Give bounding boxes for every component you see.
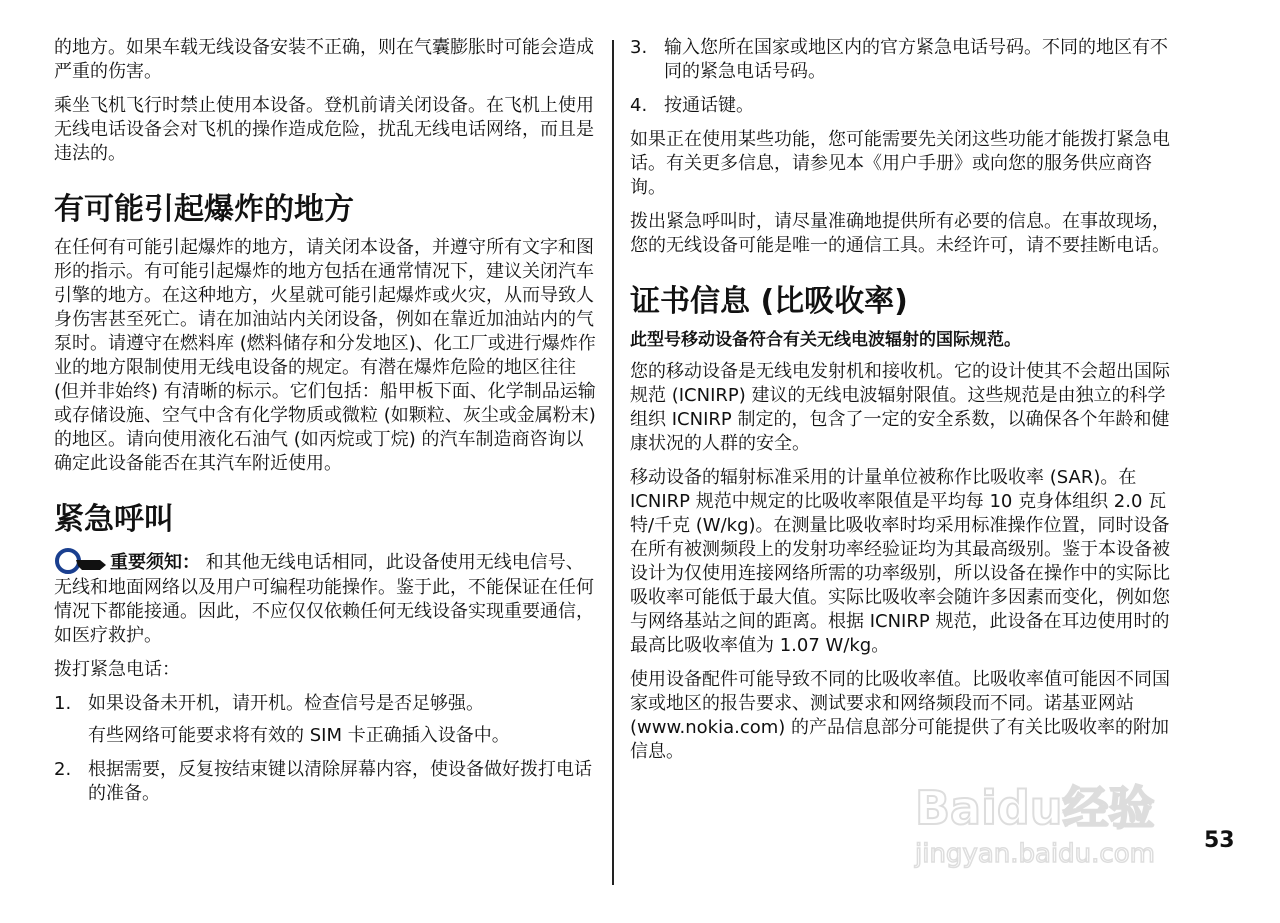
list-item xyxy=(630,36,1175,84)
column-divider xyxy=(612,40,614,885)
left-column xyxy=(54,36,599,816)
paragraph-explosive-areas: 在任何有可能引起爆炸的地方，请关闭本设备，并遵守所有文字和图形的指示。有可能引起爆炸的地方包括在通常情况下，建议关闭汽车引擎的地方。在这种地方，火星就可能引起爆炸或火灾，从而导致人身伤害甚至死亡。请在加油站内关闭设备，例如在靠近加油站内的气泵时。请遵守在燃料库 (燃料储存和分发地区)、化工厂或进行爆炸作业的地方限制使用无线电设备的规定。有潜在爆炸危险的地区往往 (但并非始终) 有清晰的标示。它们包括：船甲板下面、化学制品运输或存储设施、空气中含有化学物质或微粒 (如颗粒、灰尘或金属粉末) 的地区。请向使用液化石油气 (如丙烷或丁烷) 的汽车制造商咨询以确定此设备能否在其汽车附近使用。 xyxy=(54,237,596,474)
notice-text: 和其他无线电话相同，此设备使用无线电信号、无线和地面网络以及用户可编程功能操作。鉴于此，不能保证在任何情况下都能接通。因此，不应仅仅依赖任何无线设备实现重要通信，如医疗救护。 xyxy=(54,552,594,646)
heading-emergency-calls: 紧急呼叫 xyxy=(54,502,174,537)
watermark-brand: Baidu经验 xyxy=(915,781,1155,835)
emergency-steps-left xyxy=(54,692,599,806)
step-text: 根据需要，反复按结束键以清除屏幕内容，使设备做好拨打电话的准备。 xyxy=(88,759,592,804)
paragraph-accessories: 使用设备配件可能导致不同的比吸收率值。比吸收率值可能因不同国家或地区的报告要求、测试要求和网络频段而不同。诺基亚网站 (www.nokia.com) 的产品信息部分可能提供了有关比吸收率的附加信息。 xyxy=(630,669,1170,762)
paragraph-close-features: 如果正在使用某些功能，您可能需要先关闭这些功能才能拨打紧急电话。有关更多信息，请参见本《用户手册》或向您的服务供应商咨询。 xyxy=(630,129,1170,198)
paragraph-airbag: 的地方。如果车载无线设备安装不正确，则在气囊膨胀时可能会造成严重的伤害。 xyxy=(54,37,594,82)
list-item xyxy=(54,758,599,806)
step-number: 2. xyxy=(54,759,72,780)
watermark-url: jingyan.baidu.com xyxy=(915,839,1155,869)
step-note: 有些网络可能要求将有效的 SIM 卡正确插入设备中。 xyxy=(88,725,510,746)
right-column xyxy=(630,36,1175,774)
baidu-watermark-logo xyxy=(905,772,1205,872)
paragraph-provide-info: 拨出紧急呼叫时，请尽量准确地提供所有必要的信息。在事故现场，您的无线设备可能是唯一的通信工具。未经许可，请不要挂断电话。 xyxy=(630,211,1170,256)
emergency-steps-right xyxy=(630,36,1175,118)
step-text: 按通话键。 xyxy=(664,95,754,116)
step-number: 3. xyxy=(630,37,648,58)
pointing-hand-icon xyxy=(54,546,108,576)
list-item xyxy=(630,94,1175,118)
heading-certification: 证书信息 (比吸收率) xyxy=(630,284,908,319)
certification-statement: 此型号移动设备符合有关无线电波辐射的国际规范。 xyxy=(630,330,1021,350)
paragraph-radio-transmitter: 您的移动设备是无线电发射机和接收机。它的设计使其不会超出国际规范 (ICNIRP) 建议的无线电波辐射限值。这些规范是由独立的科学组织 ICNIRP 制定的，包含了一定的安全系数，以确保各个年龄和健康状况的人群的安全。 xyxy=(630,361,1170,454)
step-text: 如果设备未开机，请开机。检查信号是否足够强。 xyxy=(88,693,484,714)
list-item xyxy=(54,692,599,748)
step-number: 4. xyxy=(630,95,648,116)
paragraph-aircraft: 乘坐飞机飞行时禁止使用本设备。登机前请关闭设备。在飞机上使用无线电话设备会对飞机的操作造成危险，扰乱无线电话网络，而且是违法的。 xyxy=(54,95,594,164)
heading-explosive-areas: 有可能引起爆炸的地方 xyxy=(54,192,354,227)
step-text: 输入您所在国家或地区内的官方紧急电话号码。不同的地区有不同的紧急电话号码。 xyxy=(664,37,1168,82)
page-number: 53 xyxy=(1204,828,1235,853)
paragraph-sar: 移动设备的辐射标准采用的计量单位被称作比吸收率 (SAR)。在 ICNIRP 规范中规定的比吸收率限值是平均每 10 克身体组织 2.0 瓦特/千克 (W/kg)。在测量比吸收率时均采用标准操作位置，同时设备在所有被测频段上的发射功率经验证均为其最高级别。鉴于本设备被设计为仅使用连接网络所需的功率级别，所以设备在操作中的实际比吸收率可能低于最大值。实际比吸收率会随许多因素而变化，例如您与网络基站之间的距离。根据 ICNIRP 规范，此设备在耳边使用时的最高比吸收率值为 1.07 W/kg。 xyxy=(630,467,1170,656)
step-number: 1. xyxy=(54,693,72,714)
dial-emergency-intro: 拨打紧急电话： xyxy=(54,659,180,680)
important-notice xyxy=(54,546,599,648)
notice-label: 重要须知： xyxy=(110,552,200,573)
